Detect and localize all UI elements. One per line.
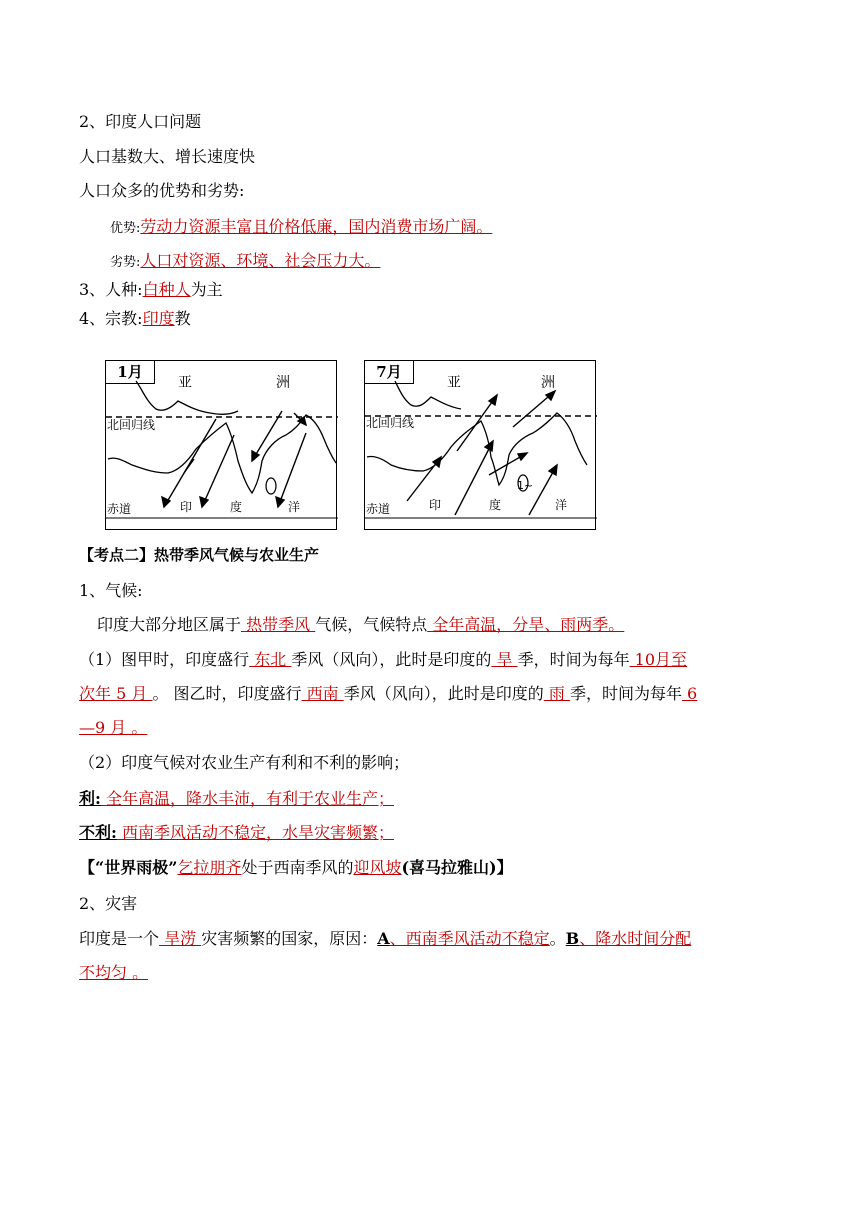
- rain-pole-answer: 乞拉朋齐: [177, 858, 242, 877]
- q1-time-jul-answer: 6: [681, 684, 698, 703]
- advantage-label: 优势:: [110, 221, 141, 236]
- sri-lanka: [266, 478, 276, 494]
- q1-season-jan-answer: 旱: [491, 650, 518, 669]
- religion-line: [79, 309, 191, 329]
- climate-p1: [97, 615, 624, 635]
- advantage-agri-line: [79, 789, 394, 809]
- map-july: [364, 360, 596, 530]
- climate-p1-text-b: 气候，气候特点: [315, 615, 428, 634]
- q1-season-jul-answer: 雨: [543, 684, 570, 703]
- disaster-type-answer: 旱涝: [159, 929, 202, 948]
- advantage-answer: 劳动力资源丰富且价格低廉，国内消费市场广阔。: [140, 217, 493, 236]
- q1-text-a: （1）图甲时，印度盛行: [79, 650, 250, 669]
- q1-time-jan-answer: 10月至: [629, 650, 688, 669]
- disadvantage-line: [110, 251, 380, 273]
- reason-b-label: B: [565, 929, 580, 948]
- religion-suffix: 教: [174, 309, 191, 328]
- population-line1: 人口基数大、增长速度快: [79, 147, 256, 166]
- map-label-ocean1: 印: [429, 498, 442, 512]
- climate-type-answer: 热带季风: [241, 615, 316, 634]
- race-answer: 白种人: [142, 280, 191, 299]
- q1-text-e: 季风（风向），此时是印度的: [343, 684, 544, 703]
- q1-text-c: 季，时间为每年: [517, 650, 630, 669]
- religion-answer: 印度: [142, 309, 175, 328]
- q1-time-jan-answer-cont: 次年 5 月: [79, 684, 153, 703]
- map-label-ocean2: 度: [230, 500, 243, 514]
- disaster-heading: 2、灾害: [79, 894, 138, 913]
- climate-heading: 1、气候:: [79, 581, 143, 600]
- disaster-line1: [79, 929, 691, 949]
- climate-p1-text-a: 印度大部分地区属于: [97, 615, 242, 634]
- disaster-text-a: 印度是一个: [79, 929, 160, 948]
- rain-text-a: 【“世界雨极”: [79, 858, 178, 877]
- map-month-label: 7月: [365, 361, 414, 384]
- map-month-label: 1月: [106, 361, 155, 384]
- climate-q1-line1: [79, 650, 687, 670]
- rain-text-b: 处于西南季风的: [241, 858, 354, 877]
- li-label: 利:: [79, 789, 101, 808]
- climate-q2: （2）印度气候对农业生产有利和不利的影响；: [79, 753, 410, 772]
- map-label-tropic: 北回归线: [366, 416, 415, 430]
- buli-label: 不利:: [79, 823, 117, 842]
- race-suffix: 为主: [190, 280, 223, 299]
- disadvantage-label: 劣势:: [110, 255, 141, 270]
- q1-text-f: 季，时间为每年: [569, 684, 682, 703]
- map-label-asia2: 洲: [541, 375, 555, 391]
- map-label-ocean3: 洋: [288, 500, 301, 514]
- q1-wind-jan-answer: 东北: [249, 650, 292, 669]
- buli-answer: 西南季风活动不稳定，水旱灾害频繁；: [116, 823, 395, 842]
- map-label-asia2: 洲: [276, 375, 290, 391]
- map-label-asia1: 亚: [178, 375, 192, 391]
- map-label-asia1: 亚: [447, 375, 461, 391]
- kaodian2-title: 【考点二】热带季风气候与农业生产: [79, 546, 320, 564]
- reason-a-answer: 、西南季风活动不稳定: [389, 929, 550, 948]
- race-line: [79, 280, 223, 300]
- reason-b-answer: 、降水时间分配: [579, 929, 692, 948]
- map-label-equator: 赤道: [366, 502, 391, 516]
- religion-prefix: 4、宗教:: [79, 309, 143, 328]
- climate-q1-line2: [79, 684, 697, 704]
- disaster-line2: [79, 963, 148, 983]
- disadvantage-agri-line: [79, 823, 394, 843]
- disaster-text-c: 。: [549, 929, 566, 948]
- windward-answer: 迎风坡: [353, 858, 402, 877]
- q1-text-b: 季风（风向），此时是印度的: [291, 650, 492, 669]
- disaster-text-b: 灾害频繁的国家，原因：: [201, 929, 378, 948]
- race-prefix: 3、人种:: [79, 280, 143, 299]
- map-label-tropic: 北回归线: [107, 418, 156, 432]
- map-label-ocean3: 洋: [555, 498, 568, 512]
- map-january: [105, 360, 337, 530]
- map-january-graphic: [106, 361, 338, 531]
- rain-text-c: (喜马拉雅山)】: [401, 858, 513, 877]
- map-label-ocean2: 度: [489, 498, 502, 512]
- wind-arrows-january: [162, 411, 306, 507]
- disadvantage-answer: 人口对资源、环境、社会压力大。: [140, 251, 381, 270]
- q1-time-jul-answer-cont: —9 月 。: [79, 718, 148, 737]
- map-label-ocean1: 印: [180, 500, 193, 514]
- reason-a-label: A: [377, 929, 390, 948]
- q1-text-d: 。 图乙时，印度盛行: [152, 684, 302, 703]
- population-line2: 人口众多的优势和劣势:: [79, 181, 245, 200]
- advantage-line: [110, 217, 492, 239]
- wind-mark: 1~: [517, 479, 534, 492]
- climate-feature-answer: 全年高温，分旱、雨两季。: [427, 615, 625, 634]
- reason-b-answer-cont: 不均匀 。: [79, 963, 149, 982]
- map-label-equator: 赤道: [107, 502, 132, 516]
- li-answer: 全年高温，降水丰沛，有利于农业生产；: [100, 789, 395, 808]
- section-title-population: 2、印度人口问题: [79, 112, 202, 131]
- q1-wind-jul-answer: 西南: [301, 684, 344, 703]
- rain-pole-line: [79, 858, 513, 878]
- climate-q1-line3: [79, 718, 147, 738]
